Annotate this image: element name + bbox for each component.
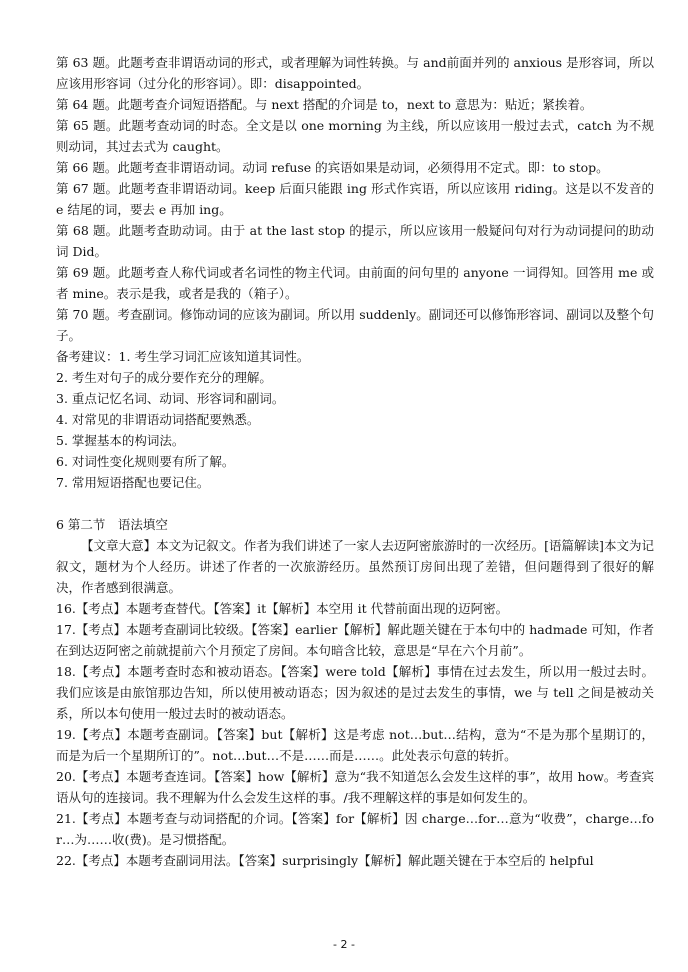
suggestion-item: 7. 常用短语搭配也要记住。	[56, 475, 210, 490]
answer-q69: 第 69 题。此题考查人称代词或者名词性的物主代词。由前面的问句里的 anyone 一词得知。回答用 me 或者 mine。表示是我，或者是我的（箱子）。	[56, 265, 654, 301]
answer-q16: 16.【考点】本题考查替代。【答案】it【解析】本空用 it 代替前面出现的迈阿密。	[56, 601, 509, 616]
answer-q67: 第 67 题。此题考查非谓语动词。keep 后面只能跟 ing 形式作宾语，所以应该用 riding。这是以不发音的 e 结尾的词，要去 e 再加 ing。	[56, 181, 654, 217]
answer-q18: 18.【考点】本题考查时态和被动语态。【答案】were told【解析】事情在过去发生，所以用一般过去时。我们应该是由旅馆那边告知，所以使用被动语态；因为叙述的是过去发生的事情，we 与 tell 之间是被动关系，所以本句使用一般过去时的被动语态。	[56, 664, 654, 721]
page-number: - 2 -	[333, 938, 355, 951]
suggestion-item: 3. 重点记忆名词、动词、形容词和副词。	[56, 391, 285, 406]
answer-q68: 第 68 题。此题考查助动词。由于 at the last stop 的提示，所以应该用一般疑问句对行为动词提问的助动词 Did。	[56, 223, 654, 259]
document-body	[56, 52, 654, 871]
suggestion-item: 5. 掌握基本的构词法。	[56, 433, 185, 448]
answer-q66: 第 66 题。此题考查非谓语动词。动词 refuse 的宾语如果是动词，必须得用不定式。即：to stop。	[56, 160, 609, 175]
suggestions-title: 备考建议：1. 考生学习词汇应该知道其词性。	[56, 349, 310, 364]
answer-q70: 第 70 题。考查副词。修饰动词的应该为副词。所以用 suddenly。副词还可以修饰形容词、副词以及整个句子。	[56, 307, 654, 343]
section-gap	[56, 493, 654, 514]
answer-q17: 17.【考点】本题考查副词比较级。【答案】earlier【解析】解此题关键在于本句中的 hadmade 可知，作者在到达迈阿密之前就提前六个月预定了房间。本句暗含比较，意思是“早在六个月前”。	[56, 622, 654, 658]
answer-q64: 第 64 题。此题考查介词短语搭配。与 next 搭配的介词是 to，next to 意思为：贴近；紧挨着。	[56, 97, 593, 112]
answer-q21: 21.【考点】本题考查与动词搭配的介词。【答案】for【解析】因 charge…for…意为“收费”，charge…for…为……收(费)。是习惯搭配。	[56, 811, 654, 847]
answer-q65: 第 65 题。此题考查动词的时态。全文是以 one morning 为主线，所以应该用一般过去式，catch 为不规则动词，其过去式为 caught。	[56, 118, 654, 154]
answer-q20: 20.【考点】本题考查连词。【答案】how【解析】意为“我不知道怎么会发生这样的事”，故用 how。考查宾语从句的连接词。我不理解为什么会发生这样的事。/我不理解这样的事是如何发生的。	[56, 769, 654, 805]
answer-q19: 19.【考点】本题考查副词。【答案】but【解析】这是考虑 not…but…结构，意为“不是为那个星期订的，而是为后一个星期所订的”。not…but…不是……而是……。此处表示句意的转折。	[56, 727, 654, 763]
suggestion-item: 4. 对常见的非谓语动词搭配要熟悉。	[56, 412, 260, 427]
section-heading: 6 第二节 语法填空	[56, 517, 168, 532]
article-summary: 【文章大意】本文为记叙文。作者为我们讲述了一家人去迈阿密旅游时的一次经历。[语篇解读]本文为记叙文，题材为个人经历。讲述了作者的一次旅游经历。虽然预订房间出现了差错，但问题得到了很好的解决，作者感到很满意。	[56, 538, 654, 595]
suggestion-item: 2. 考生对句子的成分要作充分的理解。	[56, 370, 272, 385]
answer-q63: 第 63 题。此题考查非谓语动词的形式，或者理解为词性转换。与 and前面并列的 anxious 是形容词，所以应该用形容词（过分化的形容词）。即：disappointed。	[56, 55, 654, 91]
suggestion-item: 6. 对词性变化规则要有所了解。	[56, 454, 235, 469]
answer-q22: 22.【考点】本题考查副词用法。【答案】surprisingly【解析】解此题关键在于本空后的 helpful	[56, 853, 594, 868]
